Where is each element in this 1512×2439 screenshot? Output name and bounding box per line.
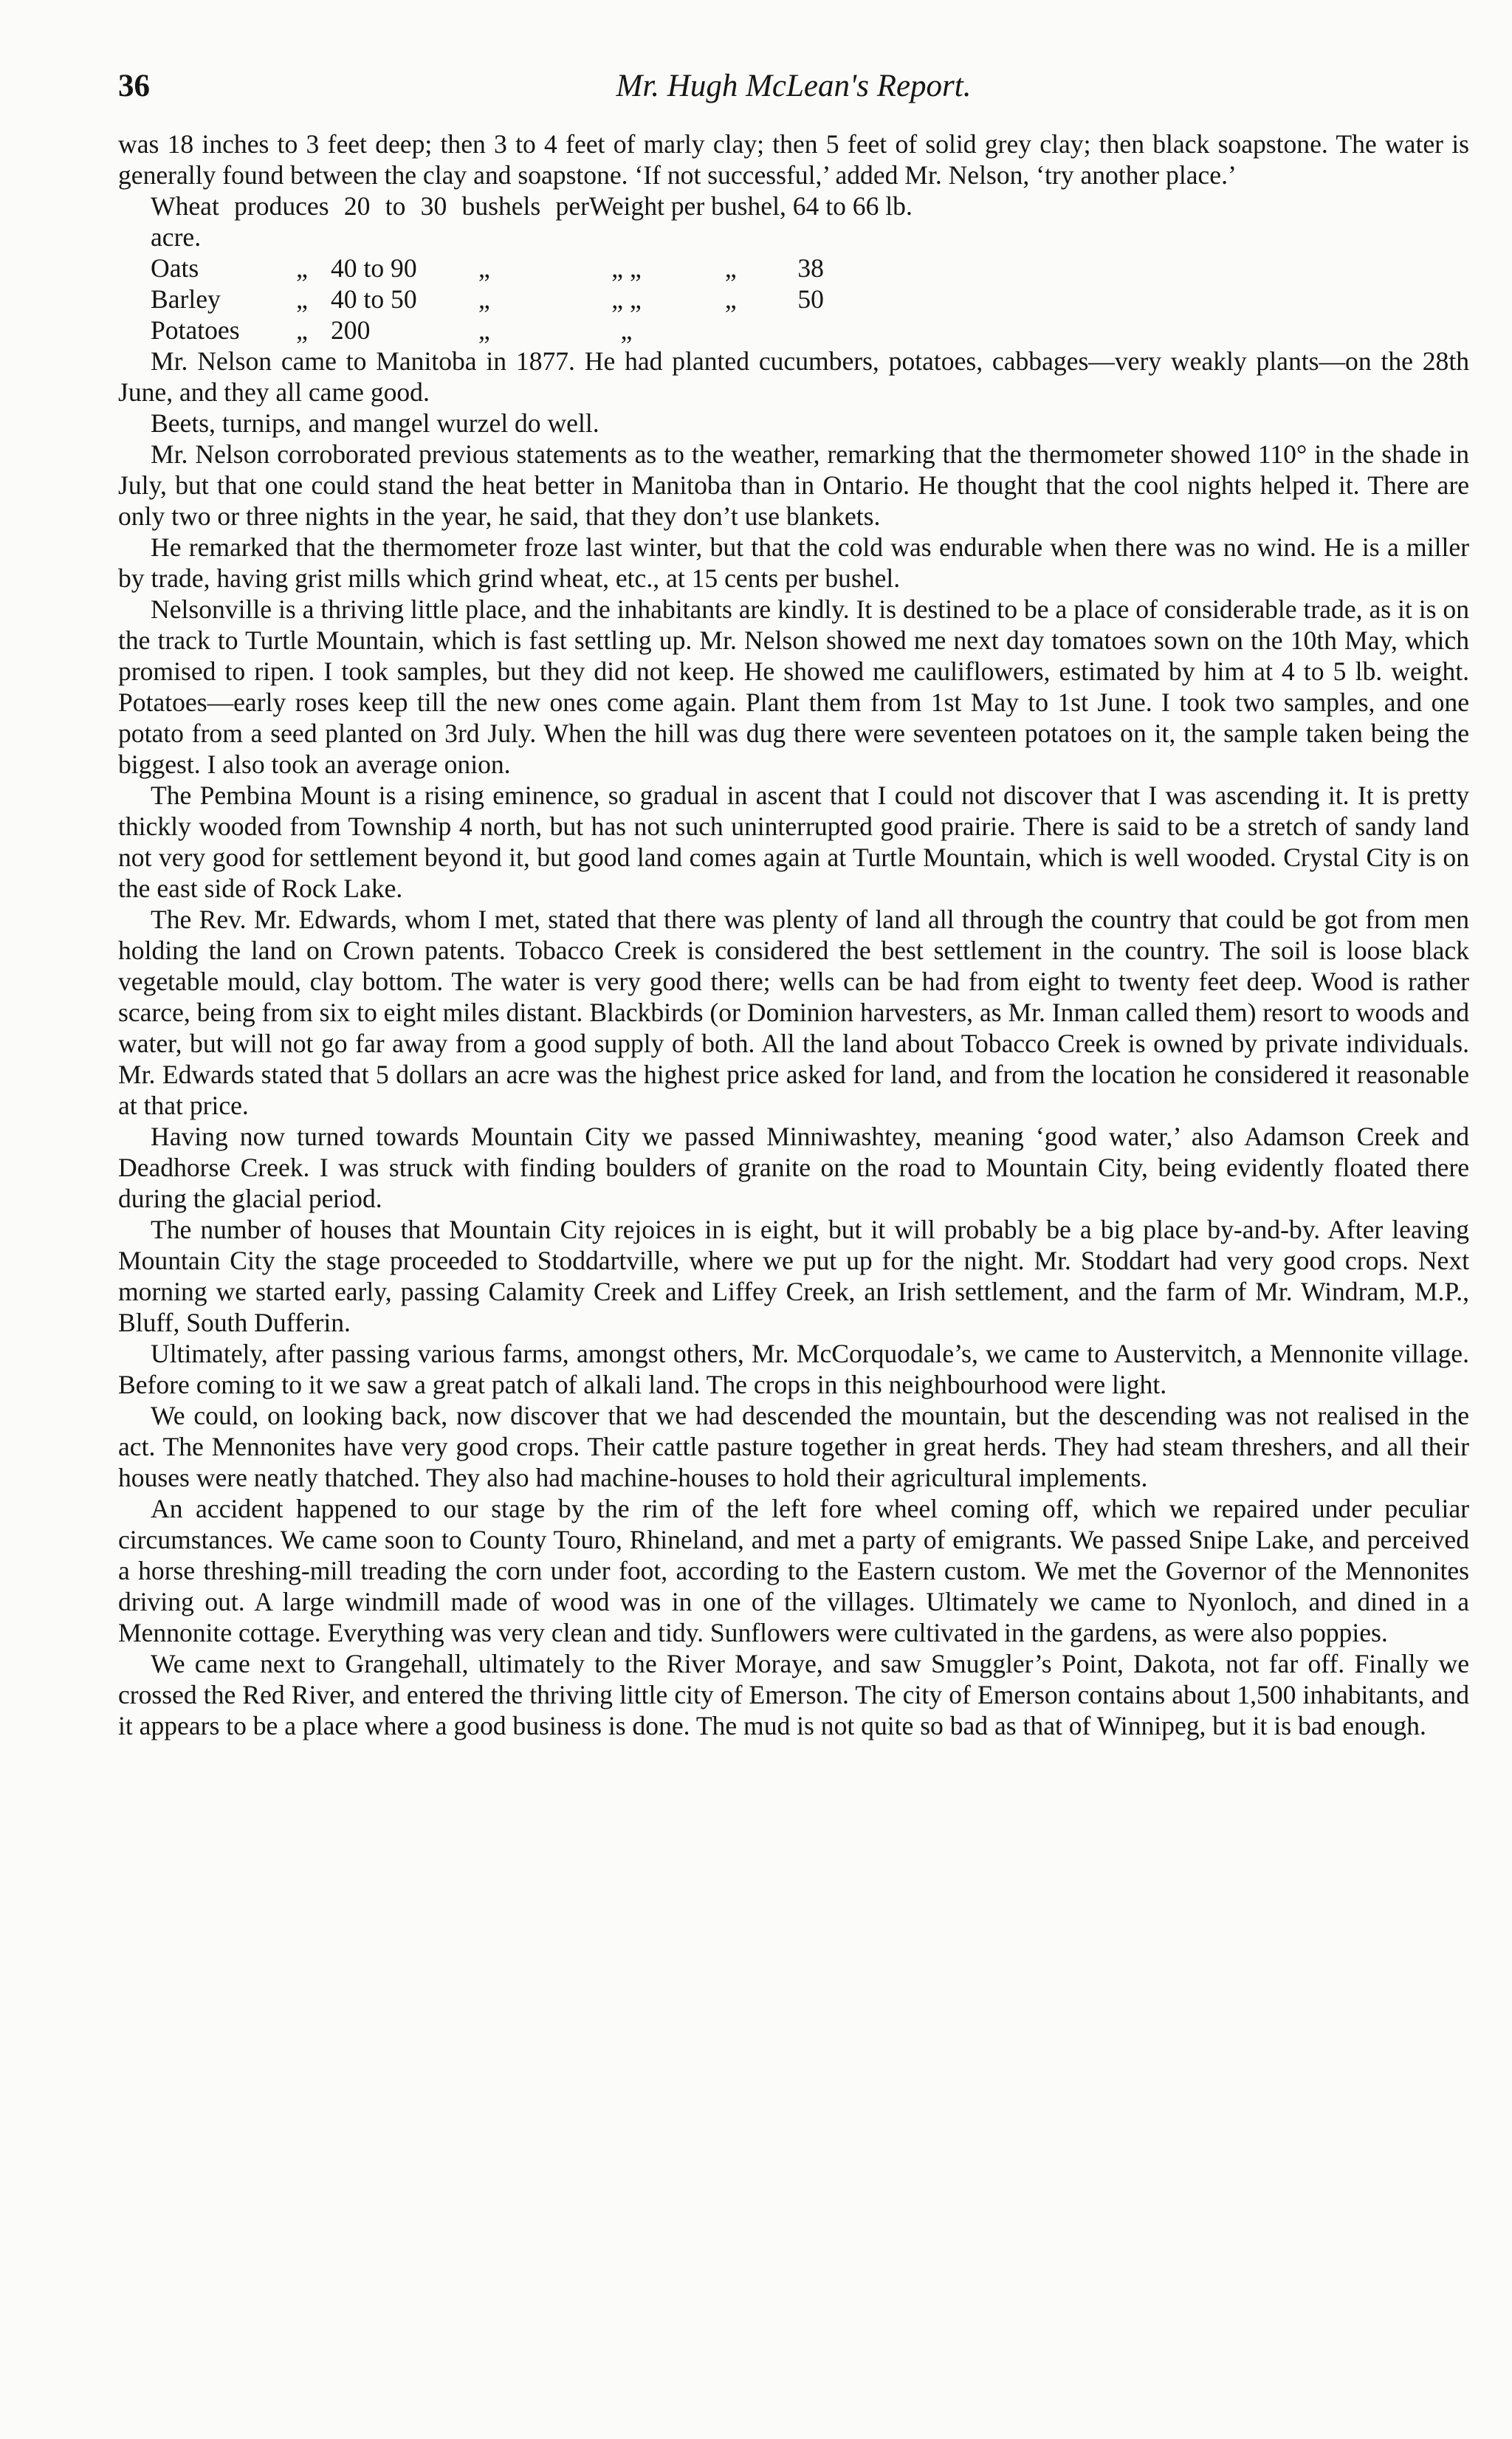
ditto-mark: „ [478,253,490,283]
ditto-mark: „ „ [611,284,642,314]
paragraph: Mr. Nelson came to Manitoba in 1877. He had planted cucumbers, potatoes, cabbages—very weakly plants—on the 28th June, and they all came good. [118,346,1469,407]
paragraph: The Rev. Mr. Edwards, whom I met, stated that there was plenty of land all through the country that could be got from men holding the land on Crown patents. Tobacco Creek is considered the best settlement in the country. The soil is loose black vegetable mould, clay bottom. The water is very good there; wells can be had from eight to twenty feet deep. Wood is rather scarce, being from six to eight miles distant. Blackbirds (or Dominion harvesters, as Mr. Inman called them) resort to woods and water, but will not go far away from a good supply of both. All the land about Tobacco Creek is owned by private individuals. Mr. Edwards stated that 5 dollars an acre was the highest price asked for land, and from the location he considered it reasonable at that price. [118,905,1469,1120]
paragraph: Mr. Nelson corroborated previous statements as to the weather, remarking that the thermometer showed 110° in the shade in July, but that one could stand the heat better in Manitoba than in Ontario. He thought that the cool nights helped it. There are only two or three nights in the year, he said, that they don’t use blankets. [118,439,1469,531]
crop-amount: 40 to 90 [331,253,417,283]
paragraph: Beets, turnips, and mangel wurzel do well. [151,408,599,438]
paragraph: Nelsonville is a thriving little place, and the inhabitants are kindly. It is destined to be a place of considerable trade, as it is on the track to Turtle Mountain, which is fast settling up. Mr. Nelson showed me next day tomatoes sown on the 10th May, which promised to ripen. I took samples, but they did not keep. He showed me cauliflowers, estimated by him at 4 to 5 lb. weight. Potatoes—early roses keep till the new ones come again. Plant them from 1st May to 1st June. I took two samples, and one potato from a seed planted on 3rd July. When the hill was dug there were seventeen potatoes on it, the sample taken being the biggest. I also took an average onion. [118,594,1469,779]
running-title: Mr. Hugh McLean's Report. [616,69,972,103]
ditto-mark: „ [478,315,490,345]
ditto-mark: „ [296,284,308,314]
paragraph: Having now turned towards Mountain City we passed Minniwashtey, meaning ‘good water,’ also Adamson Creek and Deadhorse Creek. I was struck with finding boulders of granite on the road to Mountain City, being evidently floated there during the glacial period. [118,1122,1469,1213]
paragraph: An accident happened to our stage by the rim of the left fore wheel coming off, which we repaired under peculiar circumstances. We came soon to County Touro, Rhineland, and met a party of emigrants. We passed Snipe Lake, and perceived a horse threshing-mill treading the corn under foot, according to the Eastern custom. We met the Governor of the Mennonites driving out. A large windmill made of wood was in one of the villages. Ultimately we came to Nyonloch, and dined in a Mennonite cottage. Everything was very clean and tidy. Sunflowers were cultivated in the gardens, as were also poppies. [118,1494,1469,1647]
paragraph: He remarked that the thermometer froze last winter, but that the cold was endurable when there was no wind. He is a miller by trade, having grist mills which grind wheat, etc., at 15 cents per bushel. [118,532,1469,593]
table-row [151,315,913,346]
ditto-mark: „ [478,284,490,314]
paragraph: Ultimately, after passing various farms, amongst others, Mr. McCorquodale’s, we came to Austervitch, a Mennonite village. Before coming to it we saw a great patch of alkali land. The crops in this neighbourhood were light. [118,1339,1469,1399]
paragraph: The number of houses that Mountain City rejoices in is eight, but it will probably be a big place by-and-by. After leaving Mountain City the stage proceeded to Stoddartville, where we put up for the night. Mr. Stoddart had very good crops. Next morning we started early, passing Calamity Creek and Liffey Creek, an Irish settlement, and the farm of Mr. Windram, M.P., Bluff, South Dufferin. [118,1215,1469,1337]
ditto-mark: „ „ [611,253,642,283]
table-row [151,284,913,315]
crop-weight: 50 [797,284,824,314]
crop-weight [797,315,912,346]
body-text [118,128,1469,1741]
page-header [118,68,1469,112]
crop-yield-table [151,191,913,346]
ditto-mark [664,315,797,346]
ditto-mark: „ [724,253,737,283]
page-number: 36 [118,69,150,103]
ditto-mark: „ [724,284,737,314]
paragraph: We could, on looking back, now discover that we had descended the mountain, but the descending was not realised in the act. The Mennonites have very good crops. Their cattle pasture together in great herds. They had steam threshers, and all their houses were neatly thatched. They also had machine-houses to hold their agricultural implements. [118,1401,1469,1492]
crop-amount: 200 [331,315,371,345]
table-row [151,253,913,284]
wheat-yield: Wheat produces 20 to 30 bushels per acre. [151,191,589,252]
paragraph: The Pembina Mount is a rising eminence, so gradual in ascent that I could not discover that I was ascending it. It is pretty thickly wooded from Township 4 north, but has not such uninterrupted good prairie. There is said to be a stretch of sandy land not very good for settlement beyond it, but good land comes again at Turtle Mountain, which is well wooded. Crystal City is on the east side of Rock Lake. [118,781,1469,903]
crop-name: Barley [151,284,221,314]
ditto-mark: „ [296,253,308,283]
crop-name: Potatoes [151,315,240,345]
ditto-mark: „ [620,315,633,345]
crop-amount: 40 to 50 [331,284,417,314]
crop-name: Oats [151,253,199,283]
ditto-mark: „ [296,315,308,345]
wheat-weight: Weight per bushel, 64 to 66 lb. [589,191,913,221]
paragraph: was 18 inches to 3 feet deep; then 3 to 4 feet of marly clay; then 5 feet of solid grey clay; then black soapstone. The water is generally found between the clay and soapstone. ‘If not successful,’ added Mr. Nelson, ‘try another place.’ [118,129,1469,190]
table-row [151,191,913,253]
paragraph: We came next to Grangehall, ultimately to the River Moraye, and saw Smuggler’s Point, Dakota, not far off. Finally we crossed the Red River, and entered the thriving little city of Emerson. The city of Emerson contains about 1,500 inhabitants, and it appears to be a place where a good business is done. The mud is not quite so bad as that of Winnipeg, but it is bad enough. [118,1649,1469,1740]
crop-weight: 38 [797,253,824,283]
